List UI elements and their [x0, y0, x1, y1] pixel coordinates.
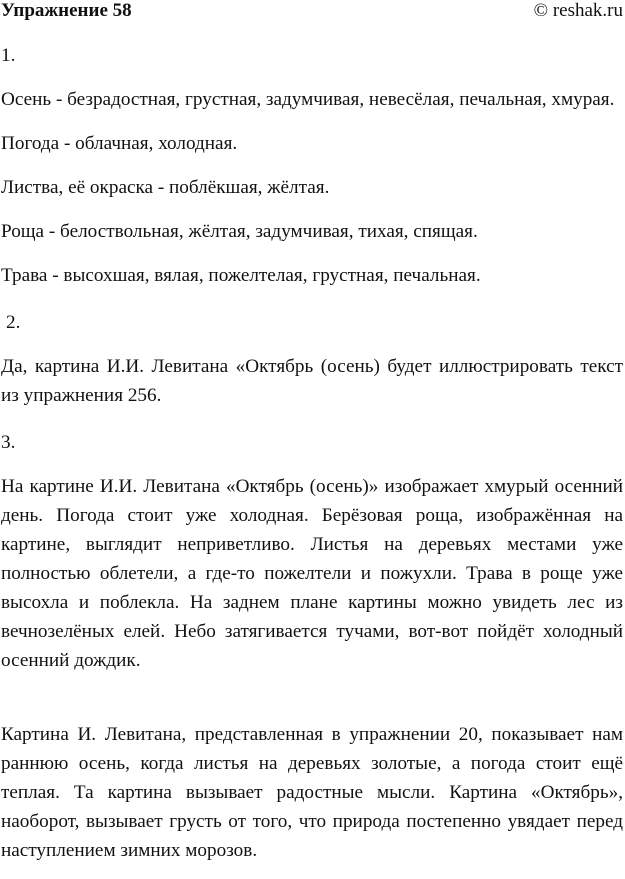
exercise-title: Упражнение 58 — [1, 0, 132, 21]
section-1-number: 1. — [1, 45, 16, 66]
source-watermark[interactable]: © reshak.ru — [533, 0, 623, 21]
section-3-number: 3. — [1, 432, 16, 453]
section-1-line-4: Роща - белоствольная, жёлтая, задумчивая, тихая, спящая. — [1, 221, 478, 242]
section-3-paragraph-2: Картина И. Левитана, представленная в упражнении 20, показывает нам раннюю осень, когда листья на деревьях золотые, а погода стоит ещё теплая. Та картина вызывает радостные мысли. Картина «Октябрь», наоборот, вызывает грусть от того, что природа постепенно увядает перед наступлением зимних морозов. — [1, 724, 623, 861]
section-2-number: 2. — [6, 312, 21, 333]
section-1-line-5: Трава - высохшая, вялая, пожелтелая, грустная, печальная. — [1, 265, 481, 286]
section-1-line-1: Осень - безрадостная, грустная, задумчивая, невесёлая, печальная, хмурая. — [1, 89, 615, 110]
section-1-line-3: Листва, её окраска - поблёкшая, жёлтая. — [1, 177, 330, 198]
document-body — [1, 41, 623, 865]
section-3-paragraph-1: На картине И.И. Левитана «Октябрь (осень)» изображает хмурый осенний день. Погода стоит уже холодная. Берёзовая роща, изображённая на картине, выглядит неприветливо. Листья на деревьях местами уже полностью облетели, а где-то пожелтели и пожухли. Трава в роще уже высохла и поблекла. На заднем плане картины можно увидеть лес из вечнозелёных елей. Небо затягивается тучами, вот-вот пойдёт холодный осенний дождик. — [1, 476, 623, 671]
header — [1, 0, 623, 22]
section-1-line-2: Погода - облачная, холодная. — [1, 133, 238, 154]
section-2-text: Да, картина И.И. Левитана «Октябрь (осень) будет иллюстрировать текст из упражнения 256. — [1, 356, 623, 406]
